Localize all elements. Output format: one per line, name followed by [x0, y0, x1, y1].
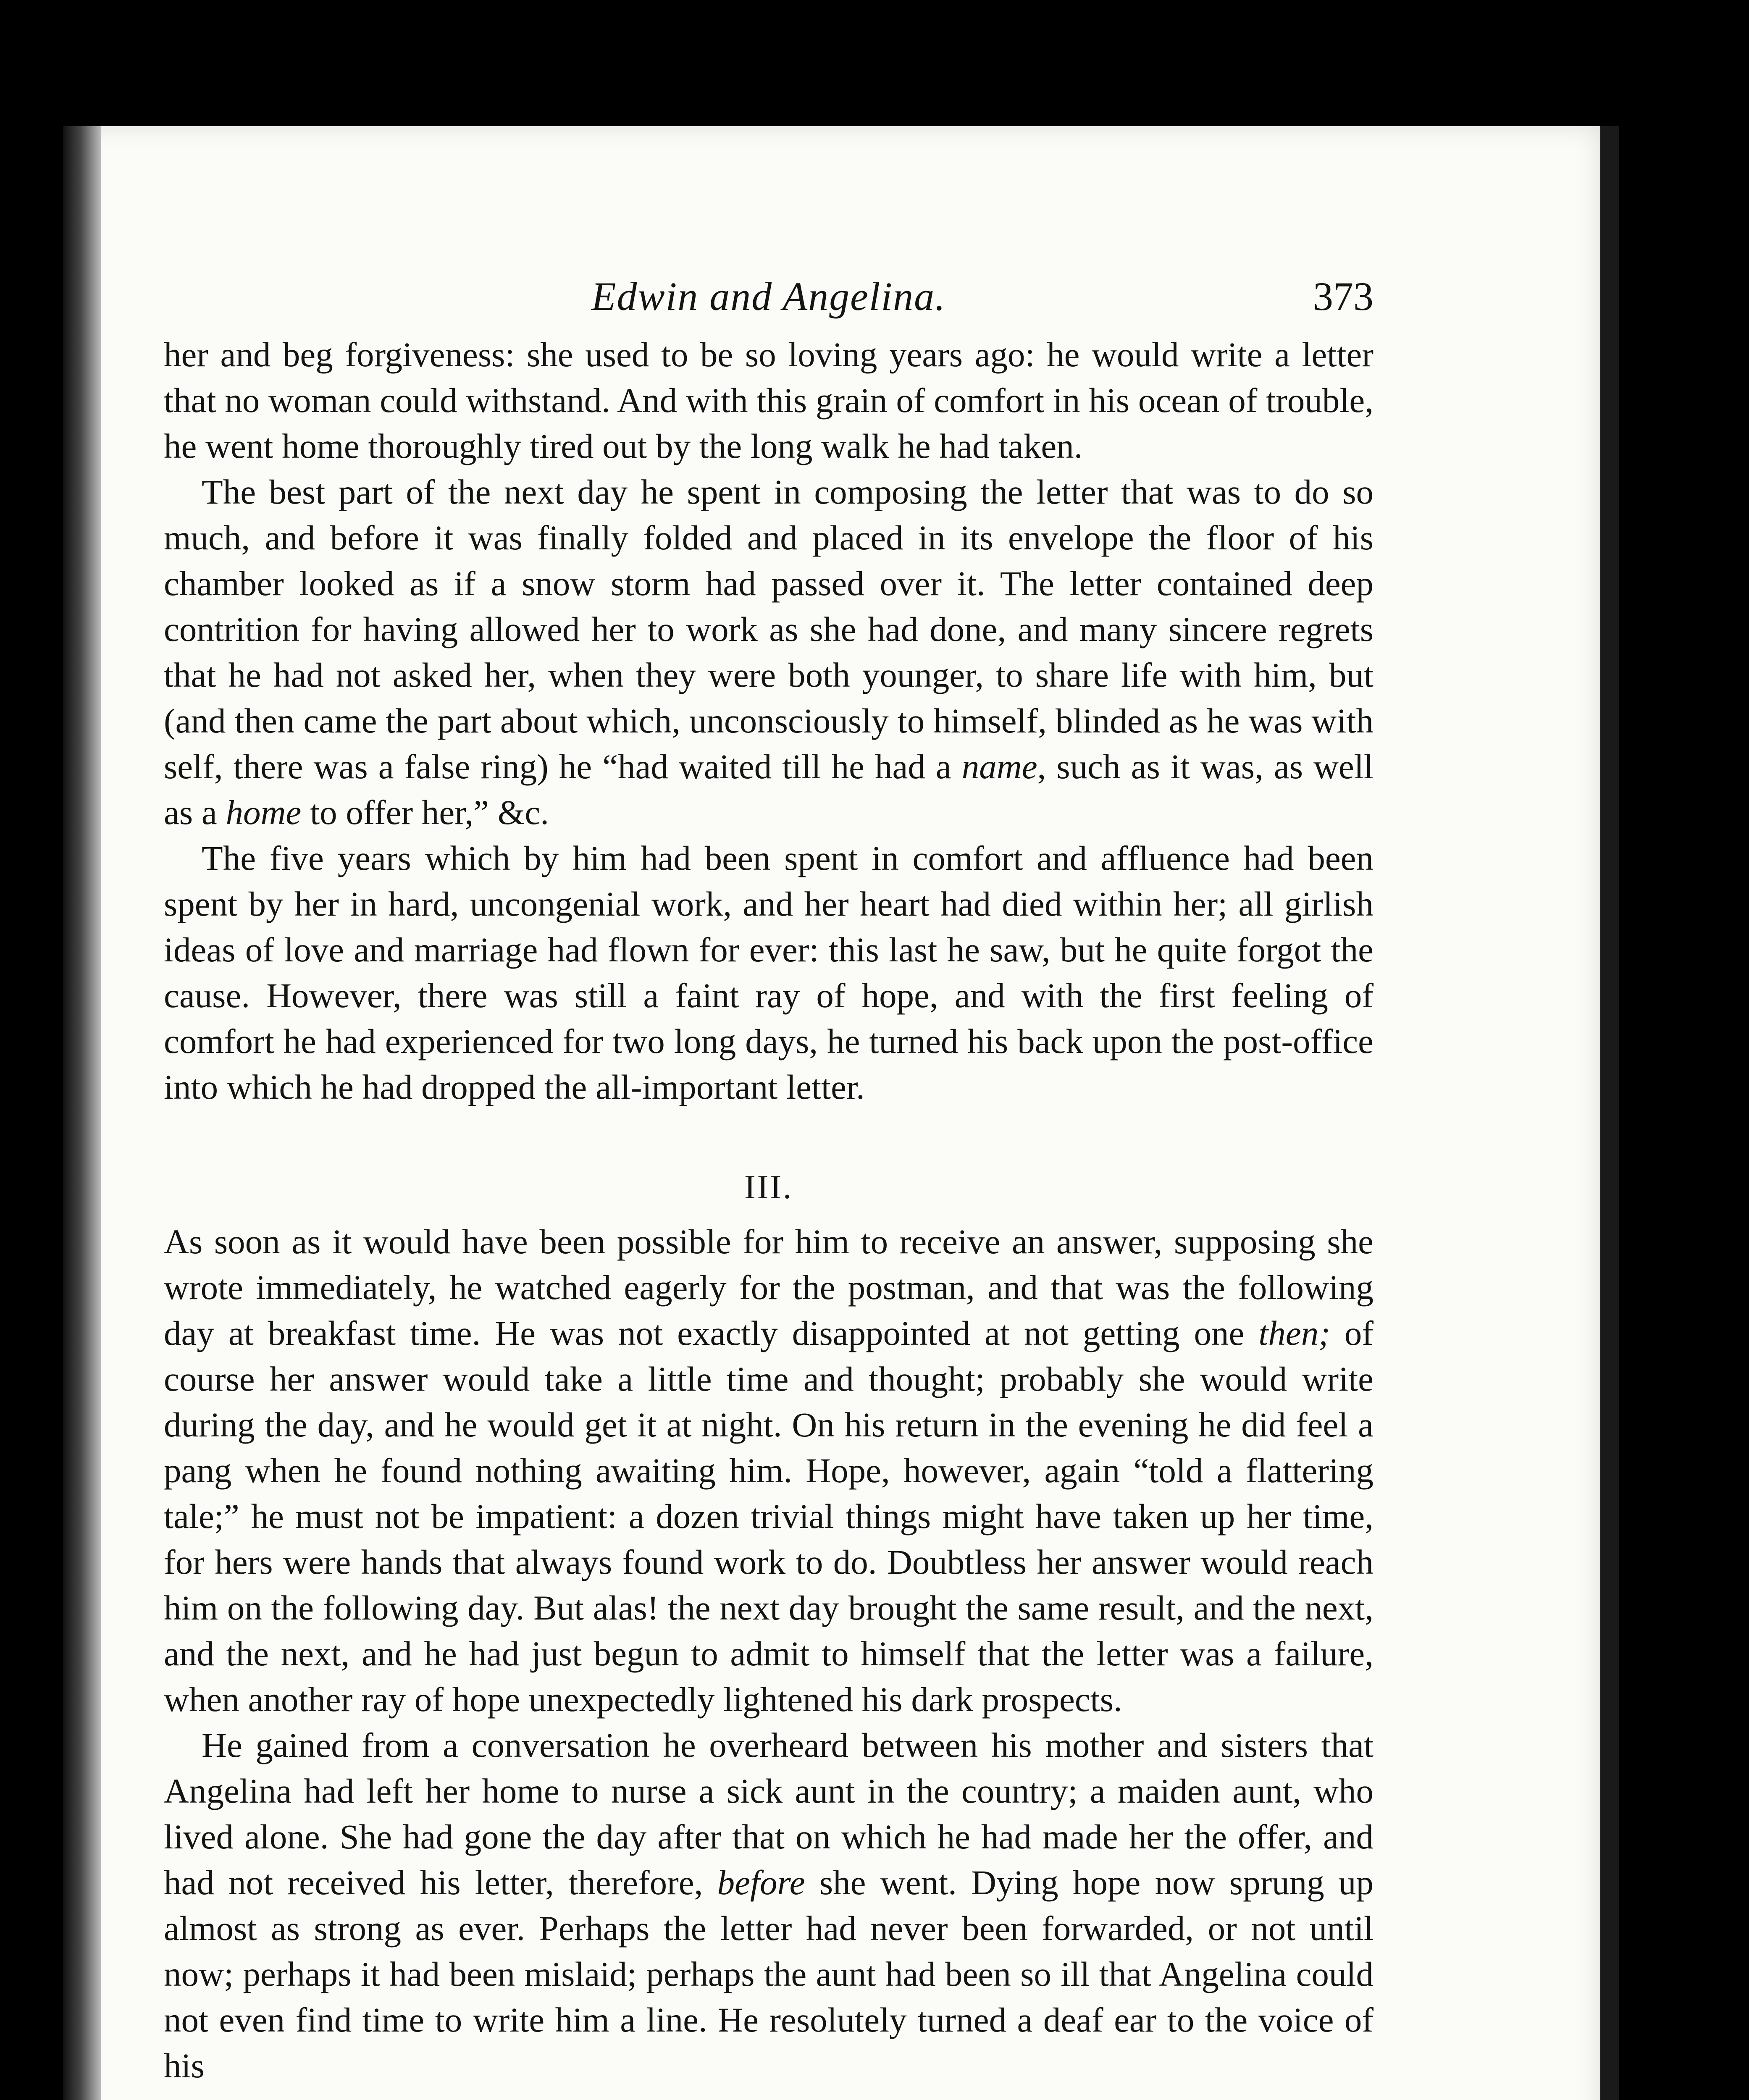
text-run: The five years which by him had been spent in comfort and affluence had been spent by her in hard, uncongenial work, and her heart had died within her; all girlish ideas of love and marriage had flown for ever: this last he saw, but he quite forgot the cause. However, there was still a faint ray of hope, and with the first feeling of comfort he had experienced for two long days, he turned his back upon the post-office into which he had dropped the all-important letter.	[164, 839, 1373, 1106]
binding-shadow	[63, 126, 101, 2100]
italic-text: home	[226, 793, 302, 832]
page-text-block	[164, 273, 1373, 2089]
page-number: 373	[1313, 274, 1373, 319]
italic-text: before	[717, 1863, 805, 1902]
text-run: As soon as it would have been possible for him to receive an answer, supposing she wrote immediately, he watched eagerly for the postman, and that was the following day at breakfast time. He was not exactly disappointed at not getting one	[164, 1222, 1373, 1352]
text-run: she went. Dying hope now sprung up almost as strong as ever. Perhaps the letter had never been forwarded, or not until now; perhaps it had been mislaid; perhaps the aunt had been so ill that Angelina could not even find time to write him a line. He resolutely turned a deaf ear to the voice of his	[164, 1863, 1373, 2085]
italic-text: name	[961, 747, 1037, 786]
text-run: to offer her,” &c.	[301, 793, 549, 832]
text-run: He gained from a conversation he overheard between his mother and sisters that Angelina had left her home to nurse a sick aunt in the country; a maiden aunt, who lived alone. She had gone the day after that on which he had made her the offer, and had not received his letter, therefore,	[164, 1726, 1373, 1902]
italic-text: then;	[1258, 1314, 1330, 1352]
text-run: The best part of the next day he spent in composing the letter that was to do so much, and before it was finally folded and placed in its envelope the floor of his chamber looked as if a snow storm had passed over it. The letter contained deep contrition for having allowed her to work as she had done, and many sincere regrets that he had not asked her, when they were both younger, to share life with him, but (and then came the part about which, unconsciously to himself, blinded as he was with self, there was a false ring) he “had waited till he had a	[164, 472, 1373, 786]
paragraph	[164, 332, 1373, 469]
running-head	[164, 273, 1373, 332]
page-edge	[1600, 126, 1619, 2100]
text-run: , such as it was, as well as a	[164, 747, 1373, 832]
section-heading: III.	[744, 1169, 793, 1206]
paragraph	[164, 1722, 1373, 2089]
paragraph	[164, 469, 1373, 835]
running-title: Edwin and Angelina.	[591, 274, 946, 319]
paragraph	[164, 835, 1373, 1110]
paragraph	[164, 1219, 1373, 1722]
text-run: her and beg forgiveness: she used to be so loving years ago: he would write a letter that no woman could withstand. And with this grain of comfort in his ocean of trouble, he went home thoroughly tired out by the long walk he had taken.	[164, 335, 1373, 465]
text-run: of course her answer would take a little time and thought; probably she would write during the day, and he would get it at night. On his return in the evening he did feel a pang when he found nothing awaiting him. Hope, however, again “told a flattering tale;” he must not be impatient: a dozen trivial things might have taken up her time, for hers were hands that always found work to do. Doubtless her answer would reach him on the following day. But alas! the next day brought the same result, and the next, and the next, and he had just begun to admit to himself that the letter was a failure, when another ray of hope unexpectedly lightened his dark prospects.	[164, 1314, 1374, 1719]
